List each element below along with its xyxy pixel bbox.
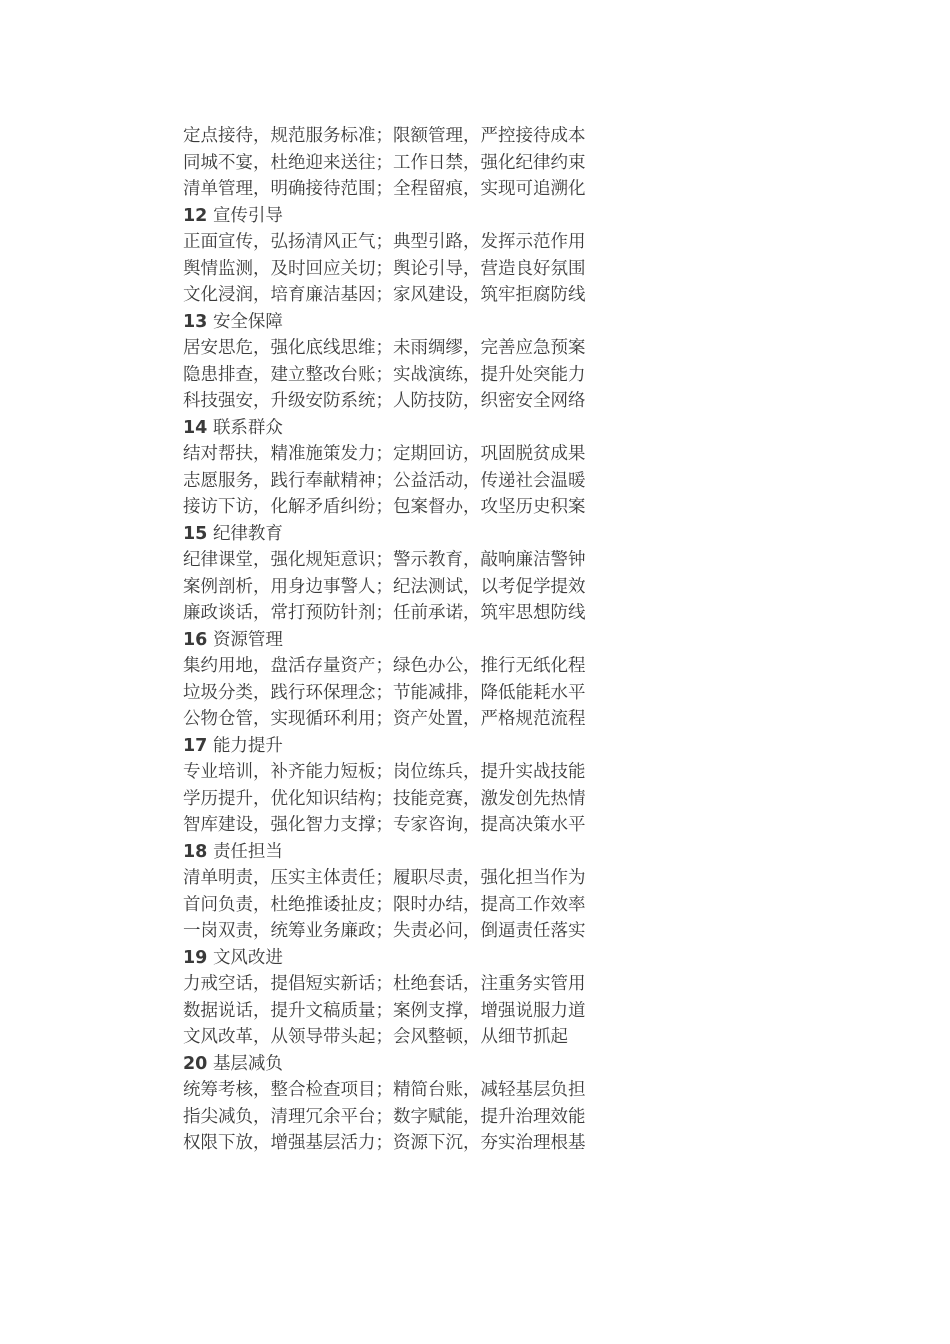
section-17: [183, 733, 643, 839]
section-number: 17: [183, 735, 208, 756]
section-15: [183, 521, 643, 627]
section-16: [183, 627, 643, 733]
section-line: 纪律课堂，强化规矩意识；警示教育，敲响廉洁警钟: [183, 550, 586, 570]
section-number: 15: [183, 523, 208, 544]
section-line: 居安思危，强化底线思维；未雨绸缪，完善应急预案: [183, 338, 586, 358]
section-line: 案例剖析，用身边事警人；纪法测试，以考促学提效: [183, 576, 586, 597]
section-13: [183, 309, 643, 415]
section-number: 12: [183, 205, 208, 226]
section-line: 权限下放，增强基层活力；资源下沉，夯实治理根基: [183, 1133, 586, 1153]
section-title: 文风改进: [212, 947, 283, 968]
section-line: 正面宣传，弘扬清风正气；典型引路，发挥示范作用: [183, 232, 586, 252]
section-title: 责任担当: [212, 841, 283, 862]
section-line: 学历提升，优化知识结构；技能竞赛，激发创先热情: [183, 788, 586, 809]
section-line: 统筹考核，整合检查项目；精简台账，减轻基层负担: [183, 1080, 586, 1100]
section-line: 垃圾分类，践行环保理念；节能减排，降低能耗水平: [183, 682, 586, 703]
section-line: 舆情监测，及时回应关切；舆论引导，营造良好氛围: [183, 258, 586, 279]
section-line: 力戒空话，提倡短实新话；杜绝套话，注重务实管用: [183, 974, 586, 994]
section-title: 联系群众: [212, 417, 283, 438]
section-title: 安全保障: [212, 311, 283, 332]
section-line: 集约用地，盘活存量资产；绿色办公，推行无纸化程: [183, 656, 586, 676]
intro-block: [183, 123, 643, 203]
section-heading: [183, 203, 643, 230]
intro-line: 清单管理，明确接待范围；全程留痕，实现可追溯化: [183, 179, 586, 199]
section-line: 一岗双责，统筹业务廉政；失责必问，倒逼责任落实: [183, 921, 586, 941]
section-title: 宣传引导: [212, 205, 283, 226]
section-line: 公物仓管，实现循环利用；资产处置，严格规范流程: [183, 709, 586, 729]
section-heading: [183, 1051, 643, 1078]
section-line: 志愿服务，践行奉献精神；公益活动，传递社会温暖: [183, 470, 586, 491]
section-title: 基层减负: [212, 1053, 283, 1074]
section-12: [183, 203, 643, 309]
section-line: 接访下访，化解矛盾纠纷；包案督办，攻坚历史积案: [183, 497, 586, 517]
section-number: 16: [183, 629, 208, 650]
section-line: 结对帮扶，精准施策发力；定期回访，巩固脱贫成果: [183, 444, 586, 464]
section-line: 清单明责，压实主体责任；履职尽责，强化担当作为: [183, 868, 586, 888]
section-title: 能力提升: [212, 735, 283, 756]
section-line: 隐患排查，建立整改台账；实战演练，提升处突能力: [183, 364, 586, 385]
section-heading: [183, 733, 643, 760]
section-line: 科技强安，升级安防系统；人防技防，织密安全网络: [183, 391, 586, 411]
section-title: 资源管理: [212, 629, 283, 650]
intro-line: 定点接待，规范服务标准；限额管理，严控接待成本: [183, 126, 586, 146]
section-heading: [183, 309, 643, 336]
section-title: 纪律教育: [212, 523, 283, 544]
section-number: 13: [183, 311, 208, 332]
section-20: [183, 1051, 643, 1157]
section-heading: [183, 521, 643, 548]
section-line: 数据说话，提升文稿质量；案例支撑，增强说服力道: [183, 1000, 586, 1021]
section-heading: [183, 627, 643, 654]
section-heading: [183, 415, 643, 442]
section-heading: [183, 945, 643, 972]
section-heading: [183, 839, 643, 866]
intro-line: 同城不宴，杜绝迎来送往；工作日禁，强化纪律约束: [183, 152, 586, 173]
section-number: 14: [183, 417, 208, 438]
section-line: 文风改革，从领导带头起；会风整顿，从细节抓起: [183, 1027, 568, 1047]
section-number: 19: [183, 947, 208, 968]
section-line: 智库建设，强化智力支撑；专家咨询，提高决策水平: [183, 815, 586, 835]
section-number: 18: [183, 841, 208, 862]
section-number: 20: [183, 1053, 208, 1074]
section-line: 廉政谈话，常打预防针剂；任前承诺，筑牢思想防线: [183, 603, 586, 623]
section-line: 指尖减负，清理冗余平台；数字赋能，提升治理效能: [183, 1106, 586, 1127]
section-19: [183, 945, 643, 1051]
section-line: 文化浸润，培育廉洁基因；家风建设，筑牢拒腐防线: [183, 285, 586, 305]
section-18: [183, 839, 643, 945]
section-14: [183, 415, 643, 521]
document-page: [183, 123, 643, 1157]
section-line: 专业培训，补齐能力短板；岗位练兵，提升实战技能: [183, 762, 586, 782]
section-line: 首问负责，杜绝推诿扯皮；限时办结，提高工作效率: [183, 894, 586, 915]
